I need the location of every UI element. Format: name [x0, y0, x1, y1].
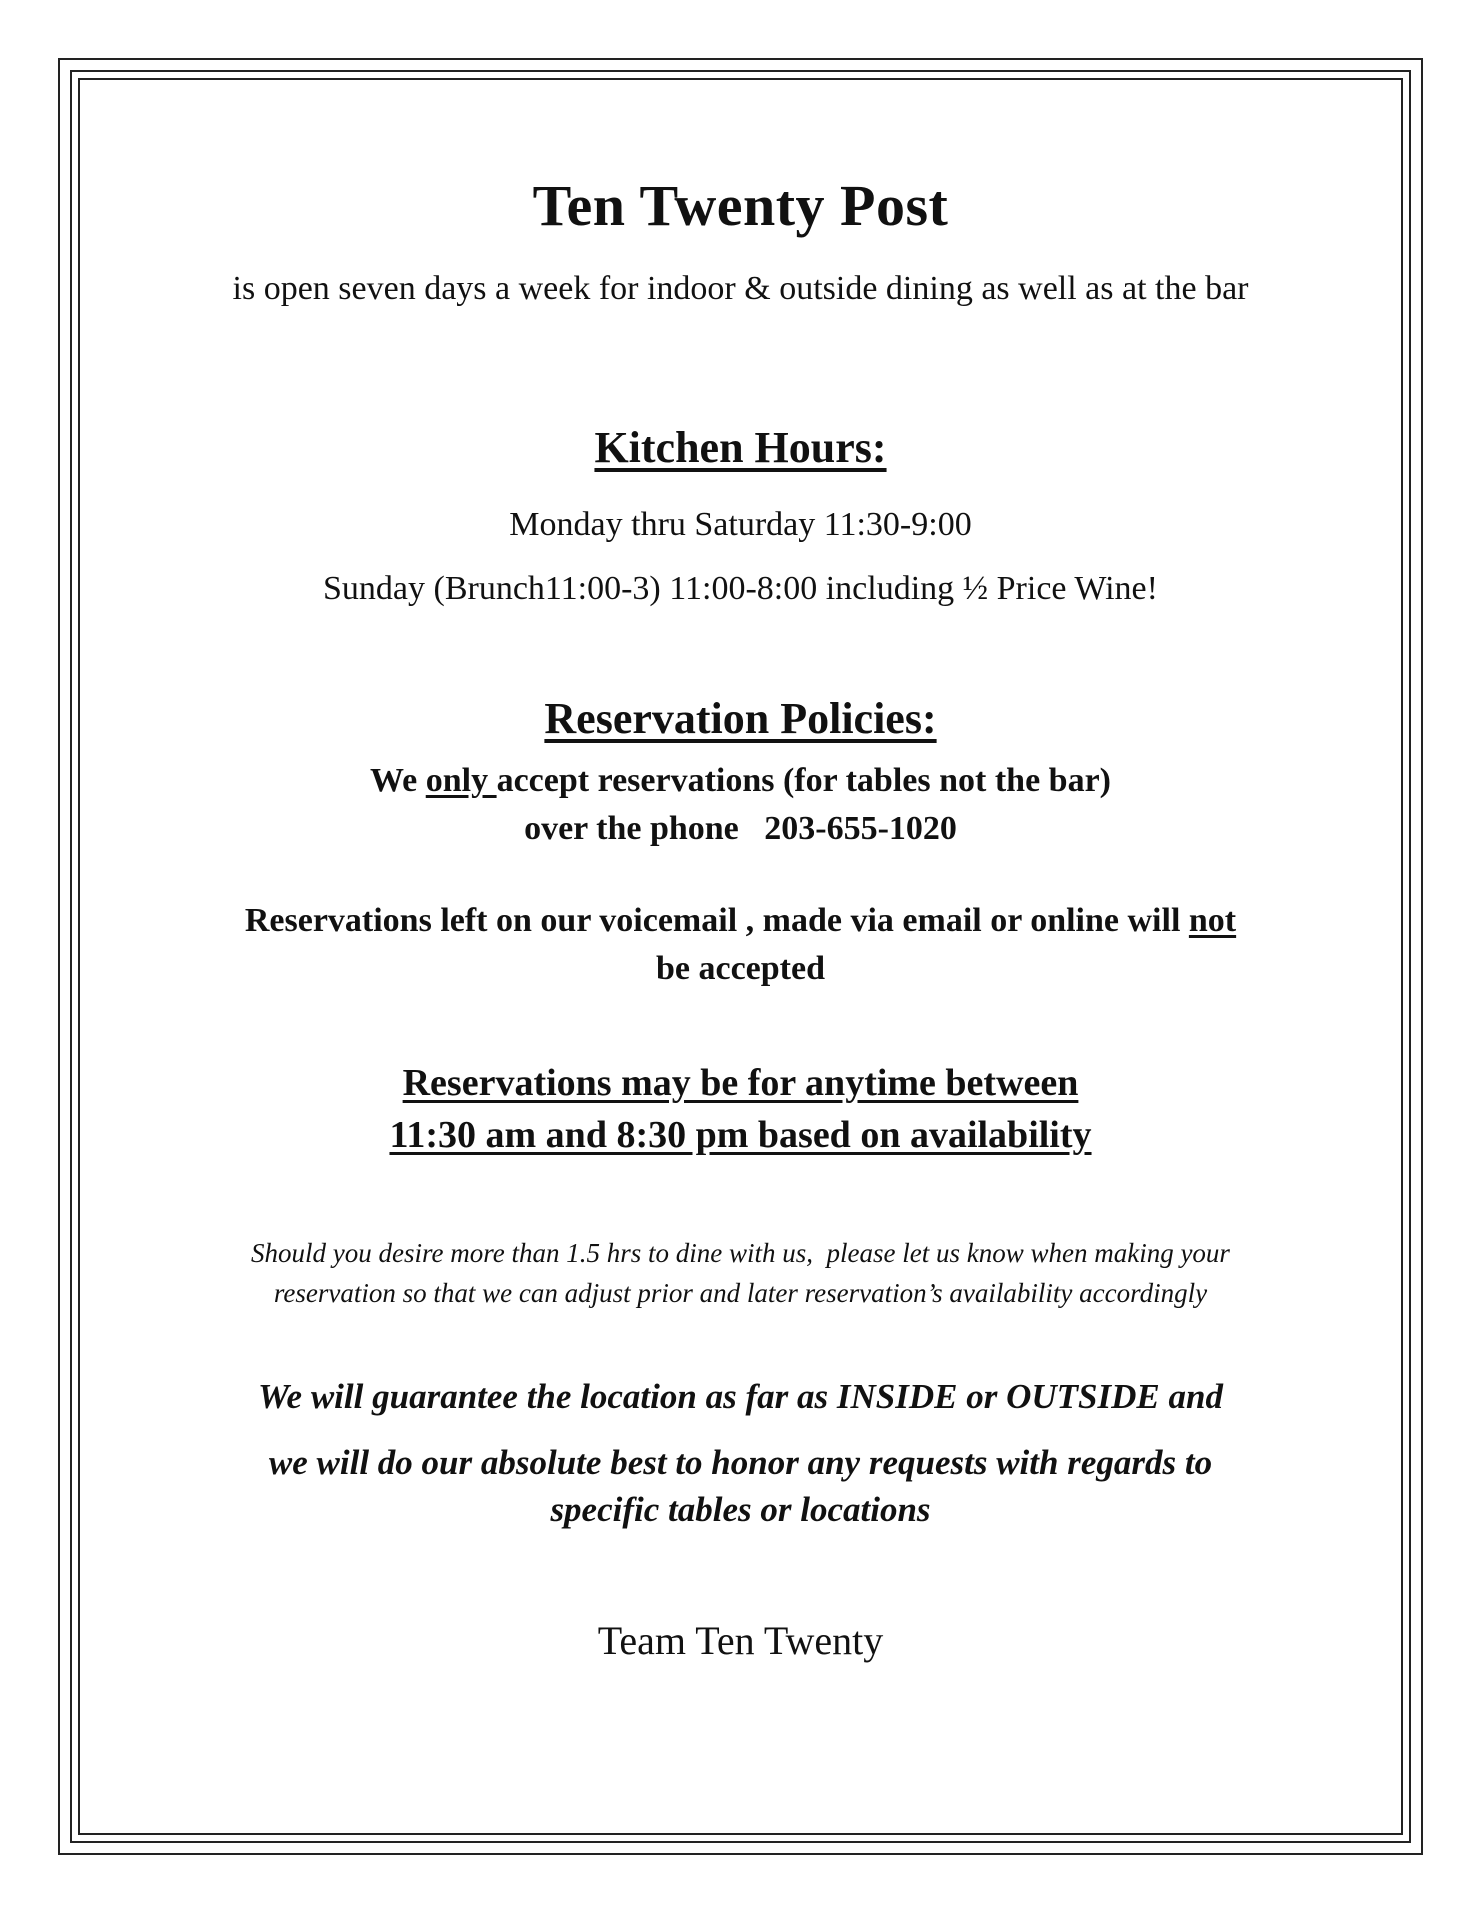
kitchen-hours-sunday: Sunday (Brunch11:00-3) 11:00-8:00 including ½ Price Wine! [323, 570, 1158, 607]
dining-duration-note-line2: reservation so that we can adjust prior and later reservation’s availability accordingly [273, 1278, 1208, 1308]
reservation-policy-line [80, 762, 1401, 800]
emphasis-not: not [1188, 902, 1237, 939]
kitchen-hours-heading: Kitchen Hours: [594, 423, 887, 472]
emphasis-only: only [425, 762, 497, 799]
opening-subtitle: is open seven days a week for indoor & outside dining as well as at the bar [232, 270, 1249, 307]
policy-text: We [370, 762, 426, 799]
policy-text: accept reservations (for tables not the bar) [496, 762, 1111, 799]
signoff: Team Ten Twenty [597, 1618, 884, 1663]
restriction-text: Reservations left on our voicemail , made via email or online will [244, 902, 1189, 939]
guarantee-line1: We will guarantee the location as far as INSIDE or OUTSIDE and [258, 1377, 1223, 1416]
reservation-policies-heading: Reservation Policies: [544, 694, 937, 743]
restaurant-title: Ten Twenty Post [532, 173, 949, 238]
dining-duration-note-line1: Should you desire more than 1.5 hrs to dine with us, please let us know when making your [251, 1238, 1230, 1268]
reservation-restriction-end: be accepted [655, 950, 825, 987]
guarantee-line3: specific tables or locations [550, 1490, 931, 1529]
reservation-restriction-line [80, 902, 1401, 940]
reservation-phone: over the phone 203-655-1020 [524, 810, 957, 847]
notice-content [80, 80, 1401, 1833]
reservation-window-line1: Reservations may be for anytime between [402, 1062, 1079, 1104]
reservation-window-line2: 11:30 am and 8:30 pm based on availability [389, 1114, 1092, 1156]
kitchen-hours-weekday: Monday thru Saturday 11:30-9:00 [509, 506, 972, 543]
guarantee-line2: we will do our absolute best to honor any requests with regards to [268, 1443, 1213, 1482]
